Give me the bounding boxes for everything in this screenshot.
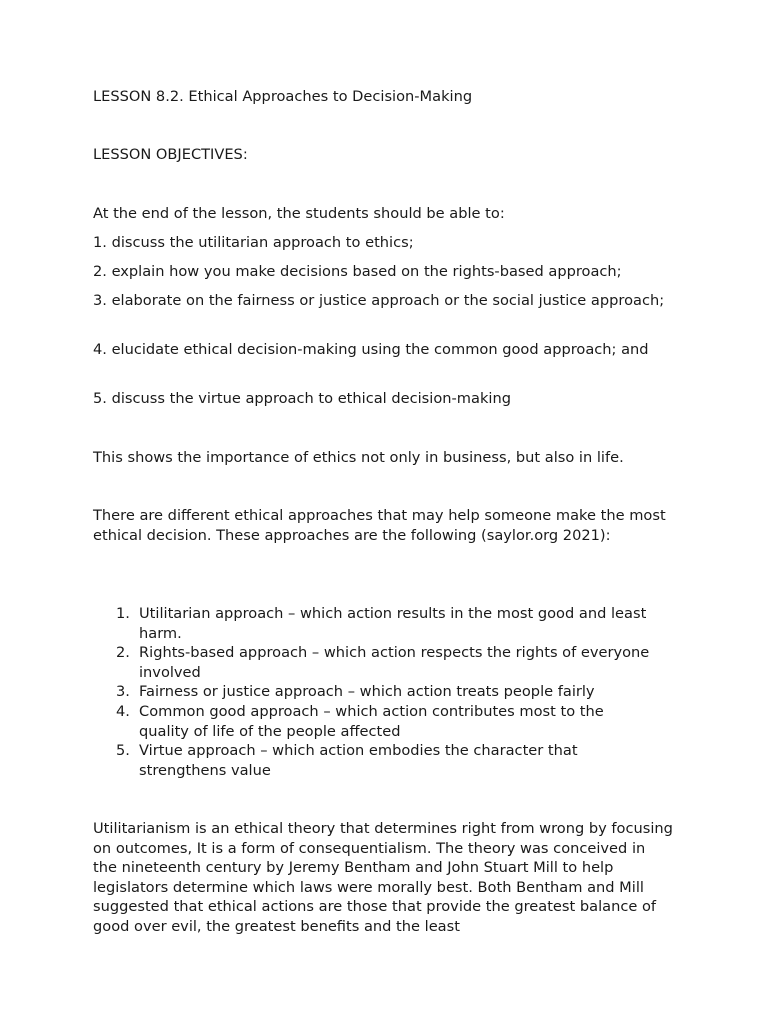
lesson-title: LESSON 8.2. Ethical Approaches to Decision-Making	[93, 88, 473, 105]
objectives-heading: LESSON OBJECTIVES:	[93, 146, 248, 163]
list-item-text: Common good approach – which action contributes most to the quality of life of the people affected	[139, 702, 604, 740]
objective-item: 5. discuss the virtue approach to ethical decision-making	[93, 390, 511, 407]
approaches-intro: There are different ethical approaches that may help someone make the most ethical decision. These approaches are the following (saylor.org 2021):	[93, 507, 666, 544]
list-item-number: 1.	[116, 605, 130, 622]
list-item-number: 4.	[116, 702, 130, 720]
objective-item: 1. discuss the utilitarian approach to ethics;	[93, 234, 414, 251]
objective-item: 2. explain how you make decisions based on the rights-based approach;	[93, 263, 622, 280]
list-item	[93, 643, 653, 682]
list-item-number: 3.	[116, 683, 130, 701]
objective-item: 4. elucidate ethical decision-making using the common good approach; and	[93, 341, 649, 358]
list-item	[93, 604, 653, 643]
list-item-text: Fairness or justice approach – which action treats people fairly	[139, 683, 595, 701]
importance-text: This shows the importance of ethics not only in business, but also in life.	[93, 449, 624, 466]
list-item-number: 5.	[116, 742, 130, 760]
objectives-intro: At the end of the lesson, the students should be able to:	[93, 205, 505, 222]
approaches-list	[93, 604, 653, 780]
list-item	[93, 682, 653, 702]
list-item	[93, 741, 653, 780]
list-item-text: Rights-based approach – which action respects the rights of everyone involved	[139, 644, 650, 681]
objective-item: 3. elaborate on the fairness or justice approach or the social justice approach;	[93, 292, 665, 309]
list-item-text: Virtue approach – which action embodies the character that strengthens value	[139, 742, 578, 779]
list-item-text: Utilitarian approach – which action results in the most good and least harm.	[139, 605, 647, 642]
list-item	[93, 702, 653, 741]
list-item-number: 2.	[116, 644, 130, 662]
utilitarianism-paragraph: Utilitarianism is an ethical theory that determines right from wrong by focusing on outcomes, It is a form of consequentialism. The theory was conceived in the nineteenth century by Jeremy Bentham and John Stuart Mill to help legislators determine which laws were morally best. Both Bentham and Mill suggested that ethical actions are those that provide the greatest balance of good over evil, the greatest benefits and the least	[93, 820, 673, 935]
